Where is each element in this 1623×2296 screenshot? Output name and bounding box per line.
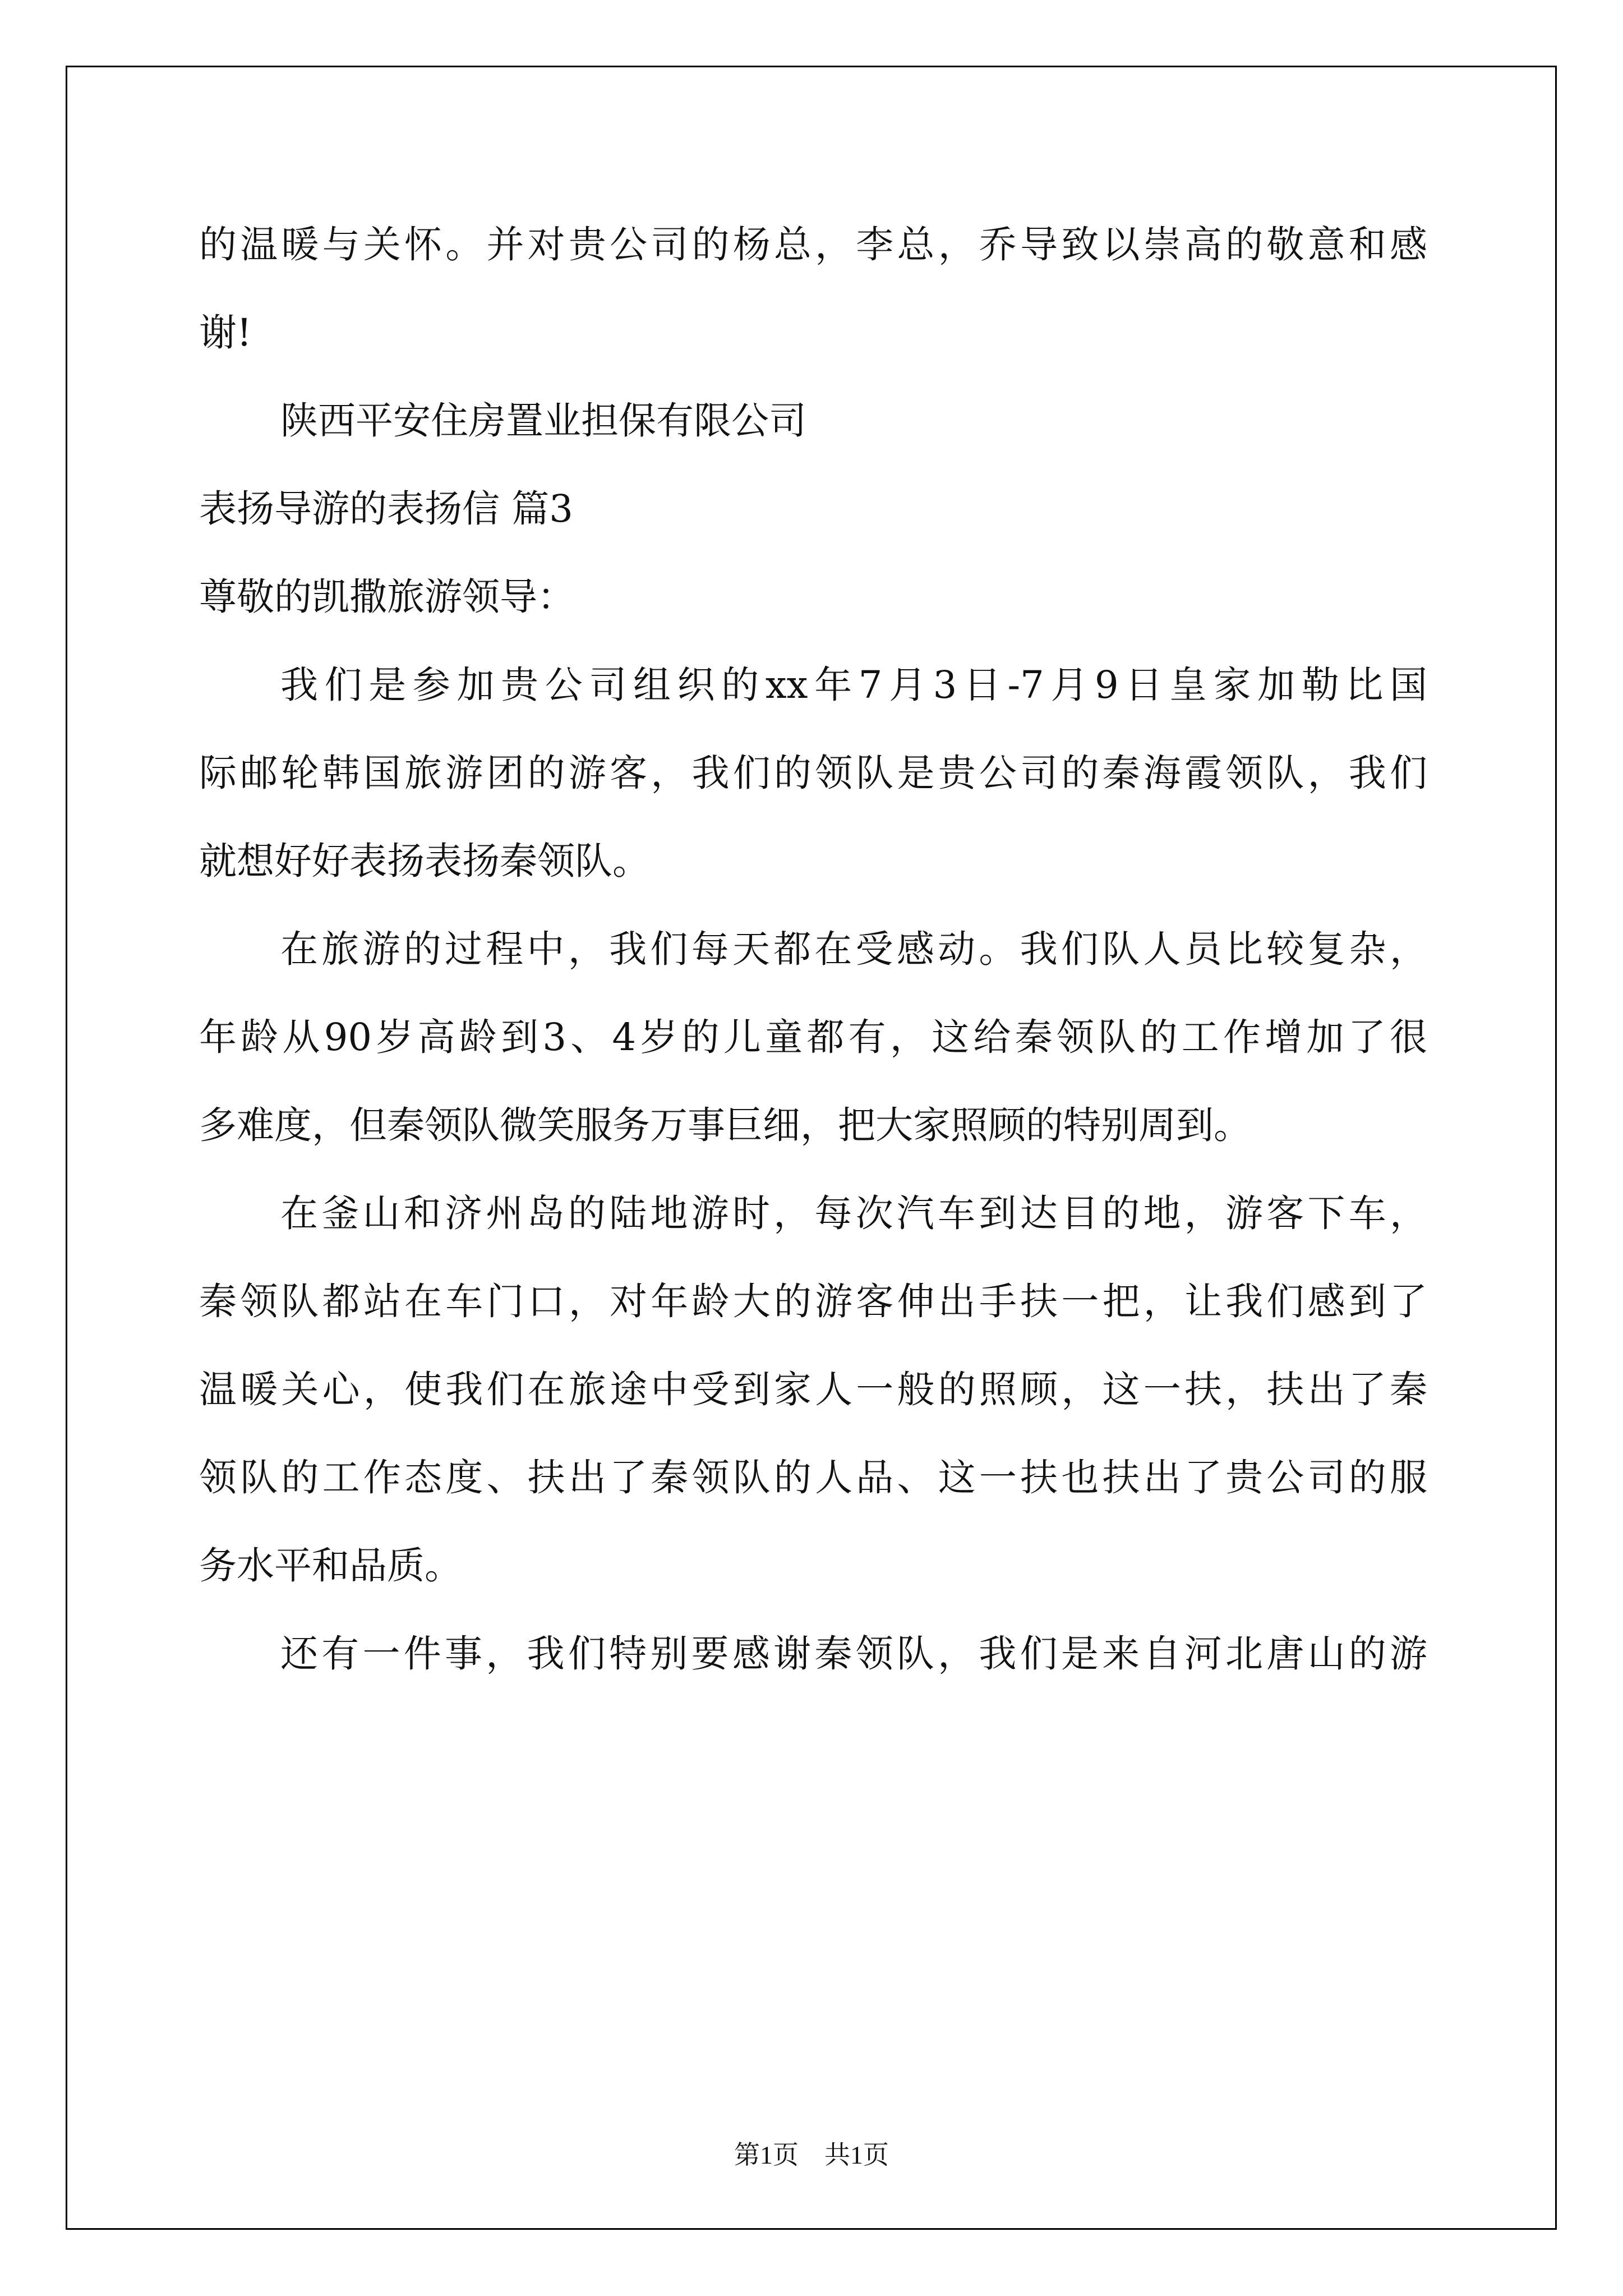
text-line: 的温暖与关怀。并对贵公司的杨总，李总，乔导致以崇高的敬意和感 [199, 223, 1427, 266]
text-line: 就想好好表扬表扬秦领队。 [199, 839, 650, 883]
page-footer [0, 2134, 1623, 2171]
text-line: 秦领队都站在车门口，对年龄大的游客伸出手扶一把，让我们感到了 [199, 1280, 1427, 1323]
document-body [199, 201, 1427, 1698]
text-line: 多难度，但秦领队微笑服务万事巨细，把大家照顾的特别周到。 [199, 1103, 1251, 1147]
page-total: 共1页 [824, 2141, 889, 2169]
text-line: 年龄从90岁高龄到3、4岁的儿童都有，这给秦领队的工作增加了很 [199, 1015, 1427, 1059]
text-line: 领队的工作态度、扶出了秦领队的人品、这一扶也扶出了贵公司的服 [199, 1456, 1427, 1499]
text-line: 还有一件事，我们特别要感谢秦领队，我们是来自河北唐山的游 [280, 1632, 1427, 1676]
text-line: 际邮轮韩国旅游团的游客，我们的领队是贵公司的秦海霞领队，我们 [199, 751, 1427, 795]
text-line: 谢! [199, 311, 252, 355]
text-line: 在旅游的过程中，我们每天都在受感动。我们队人员比较复杂， [280, 927, 1427, 971]
section-heading: 表扬导游的表扬信 篇3 [199, 487, 573, 531]
salutation: 尊敬的凯撒旅游领导： [199, 575, 575, 619]
text-line: 务水平和品质。 [199, 1544, 462, 1588]
text-line: 温暖关心，使我们在旅途中受到家人一般的照顾，这一扶，扶出了秦 [199, 1368, 1427, 1411]
page-number: 第1页 [734, 2141, 799, 2169]
text-line: 我们是参加贵公司组织的xx年7月3日-7月9日皇家加勒比国 [280, 663, 1427, 707]
signature-company: 陕西平安住房置业担保有限公司 [280, 399, 806, 443]
text-line: 在釜山和济州岛的陆地游时，每次汽车到达目的地，游客下车， [280, 1191, 1427, 1235]
